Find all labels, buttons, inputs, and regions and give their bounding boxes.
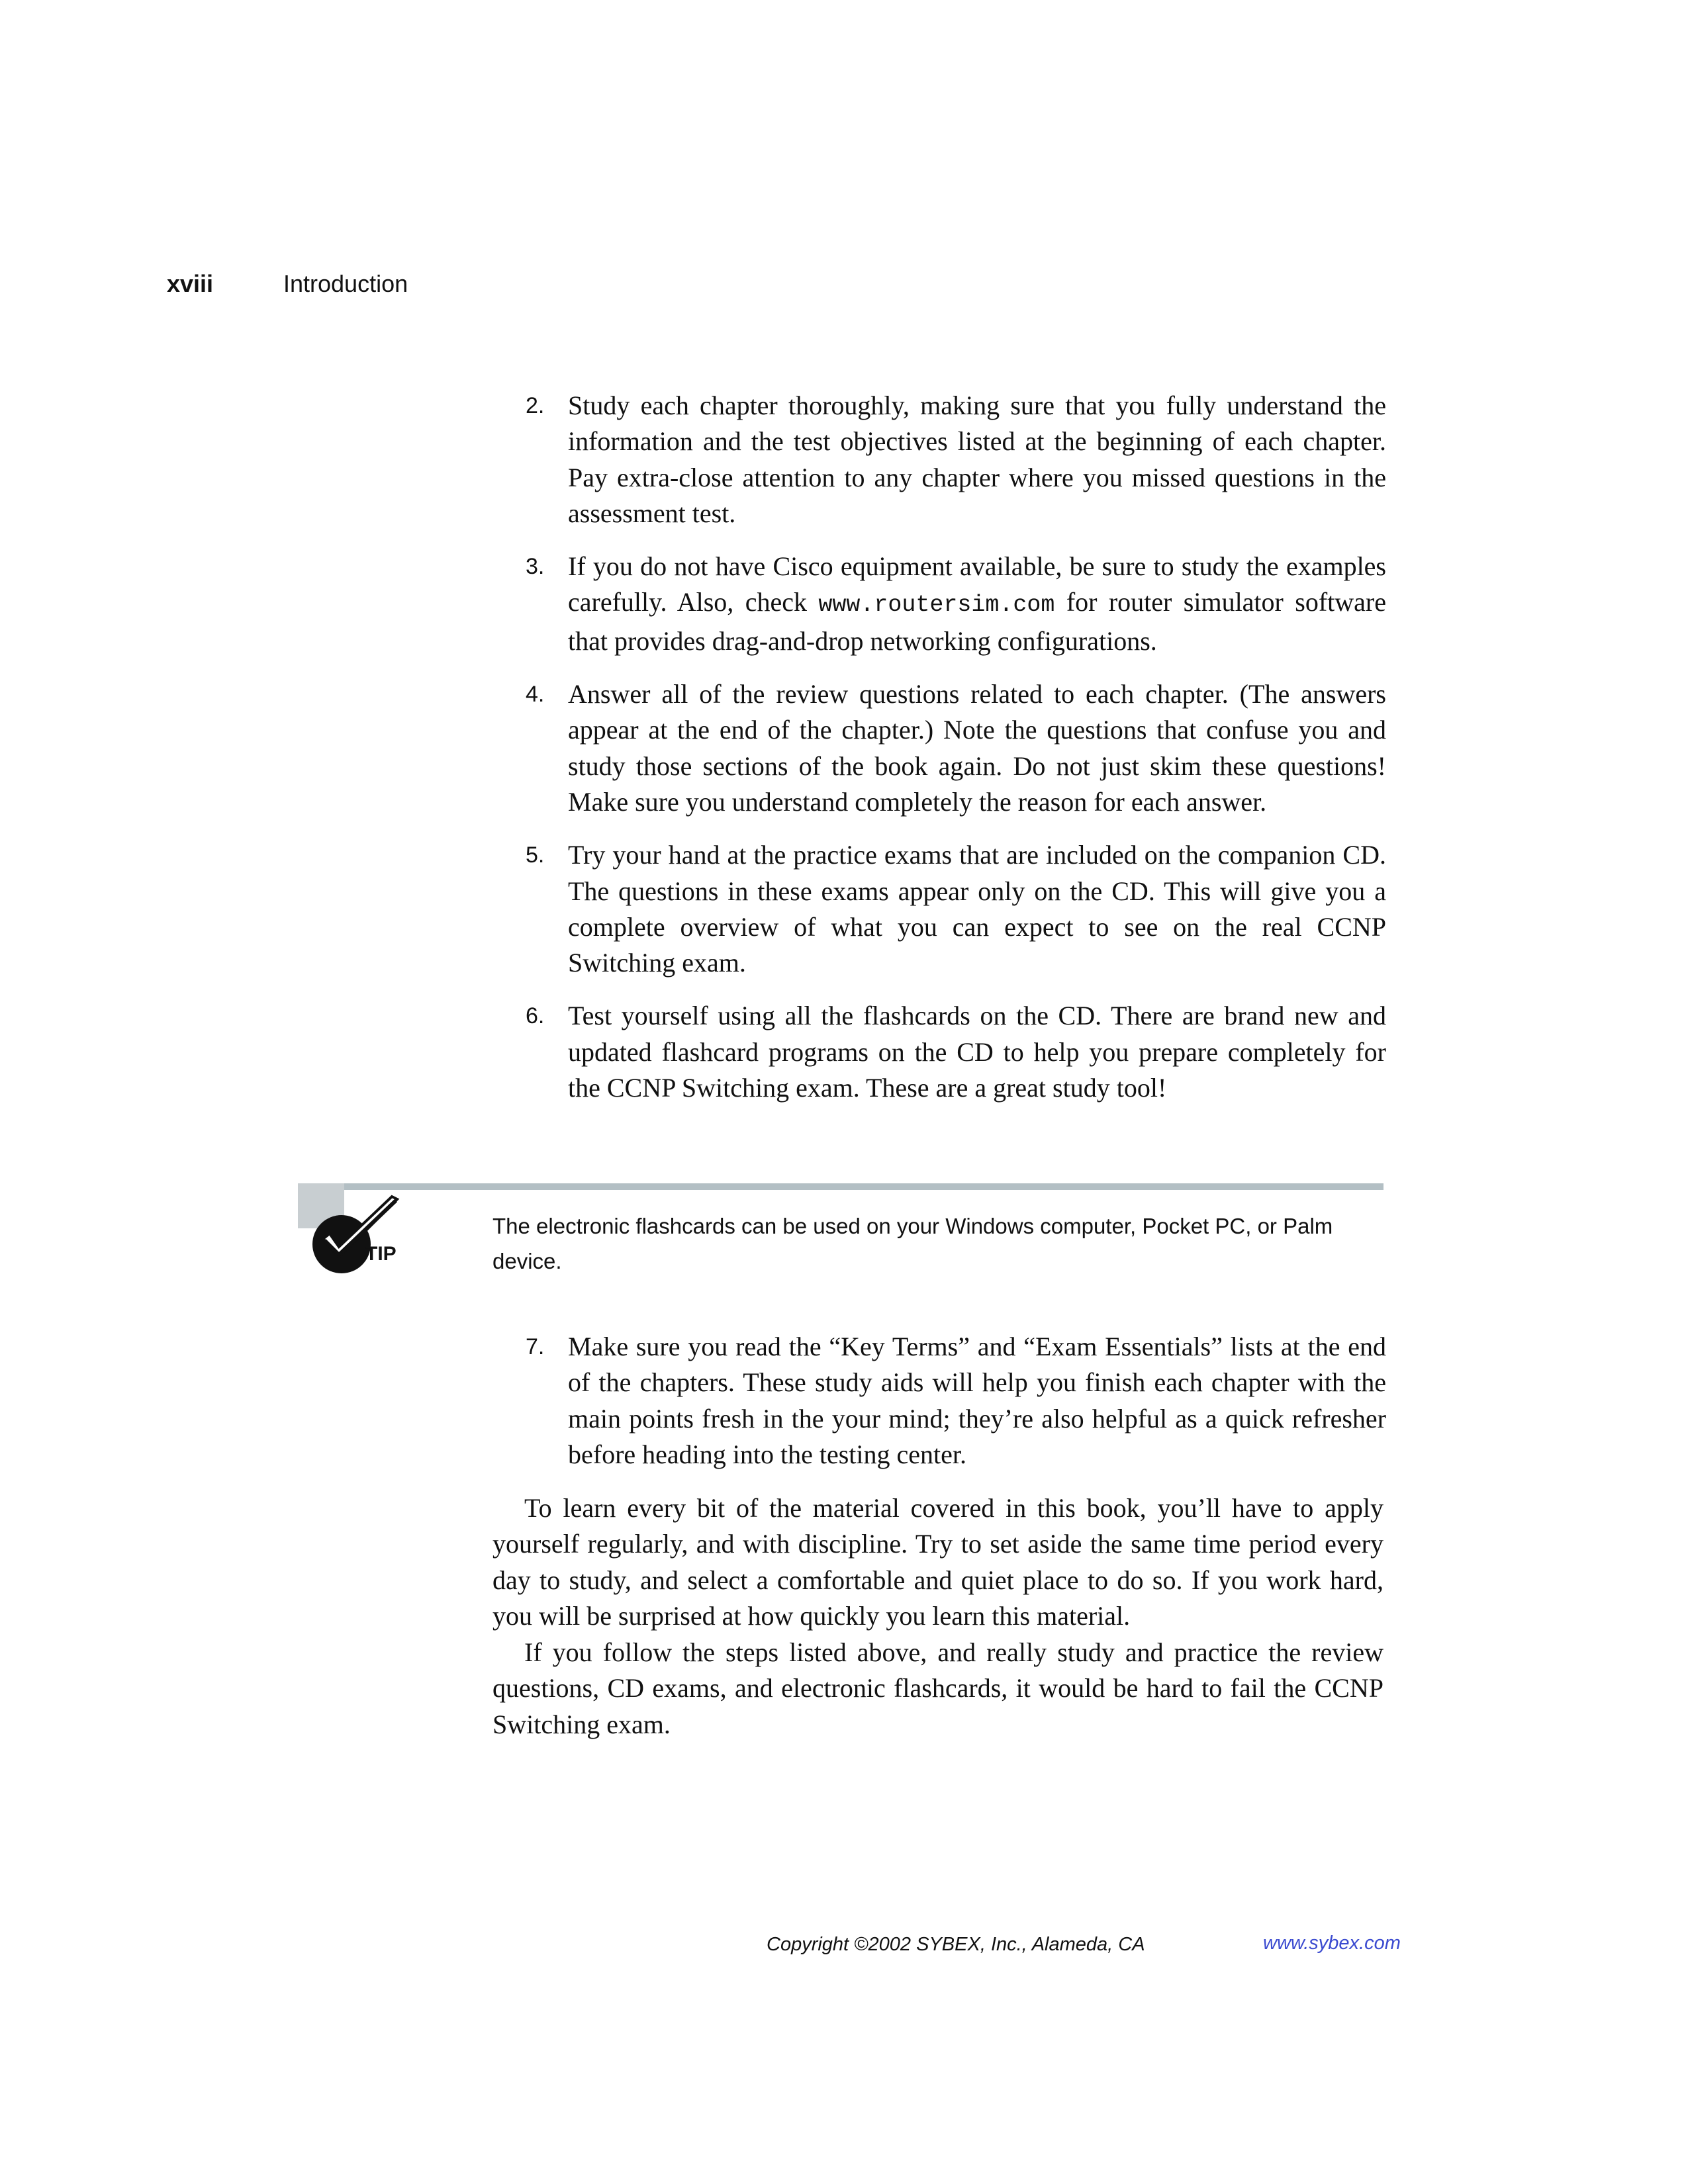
tip-text: The electronic flashcards can be used on your Windows computer, Pocket PC, or Palm device. bbox=[492, 1214, 1333, 1273]
step-number: 5. bbox=[526, 842, 545, 868]
tip-divider bbox=[298, 1183, 1383, 1190]
list-item bbox=[526, 837, 1386, 981]
step-number: 6. bbox=[526, 1003, 545, 1029]
step-number: 2. bbox=[526, 393, 545, 418]
page-number: xviii bbox=[167, 270, 214, 297]
study-steps-list bbox=[526, 388, 1386, 1123]
step-number: 3. bbox=[526, 554, 545, 580]
step-text: Test yourself using all the flashcards on the CD. There are brand new and updated flashcard programs on the CD to help you prepare completely for the CCNP Switching exam. These are a great study tool! bbox=[568, 1001, 1386, 1103]
copyright-notice: Copyright ©2002 SYBEX, Inc., Alameda, CA bbox=[767, 1934, 1145, 1955]
tip-checkmark-icon bbox=[305, 1191, 404, 1291]
list-item bbox=[526, 1329, 1386, 1473]
step-text: Make sure you read the “Key Terms” and “Exam Essentials” lists at the end of the chapters. These study aids will help you finish each chapter with the main points fresh in the your mind; they’re also helpful as a quick refresher before heading into the testing center. bbox=[568, 1332, 1386, 1469]
tip-icon-label: TIP bbox=[365, 1243, 397, 1265]
body-paragraph: If you follow the steps listed above, and really study and practice the review questions, CD exams, and electronic flashcards, it would be hard to fail the CCNP Switching exam. bbox=[492, 1637, 1383, 1739]
step-text: Try your hand at the practice exams that are included on the companion CD. The questions in these exams appear only on the CD. This will give you a complete overview of what you can expect to see on the real CCNP Switching exam. bbox=[568, 840, 1386, 978]
routersim-link[interactable]: www.routersim.com bbox=[818, 592, 1055, 619]
step-text-before-link: If you do not have Cisco equipment available, be sure to study the examples carefully. Also, check bbox=[568, 551, 1386, 617]
step-text: Study each chapter thoroughly, making sure that you fully understand the information and the test objectives listed at the beginning of each chapter. Pay extra-close attention to any chapter where you missed questions in the assessment test. bbox=[568, 390, 1386, 528]
step-number: 7. bbox=[526, 1334, 545, 1359]
step-number: 4. bbox=[526, 682, 545, 707]
list-item bbox=[526, 549, 1386, 659]
running-header bbox=[167, 270, 408, 307]
step-text-after-link: for router simulator software that provides drag-and-drop networking configurations. bbox=[568, 587, 1386, 656]
study-steps-list-continued bbox=[526, 1329, 1386, 1490]
sybex-website-link[interactable]: www.sybex.com bbox=[1263, 1933, 1401, 1954]
list-item bbox=[526, 388, 1386, 531]
body-paragraph: To learn every bit of the material covered in this book, you’ll have to apply yourself regularly, and with discipline. Try to set aside the same time period every day to study, and select a comfortable and quiet place to do so. If you work hard, you will be surprised at how quickly you learn this material. bbox=[492, 1493, 1383, 1631]
list-item bbox=[526, 676, 1386, 820]
list-item bbox=[526, 998, 1386, 1106]
section-title: Introduction bbox=[283, 270, 408, 297]
step-text bbox=[568, 549, 1386, 659]
step-text: Answer all of the review questions related to each chapter. (The answers appear at the end of the chapter.) Note the questions that confuse you and study those sections of the book again. Do not just skim these questions! Make sure you understand completely the reason for each answer. bbox=[568, 679, 1386, 817]
